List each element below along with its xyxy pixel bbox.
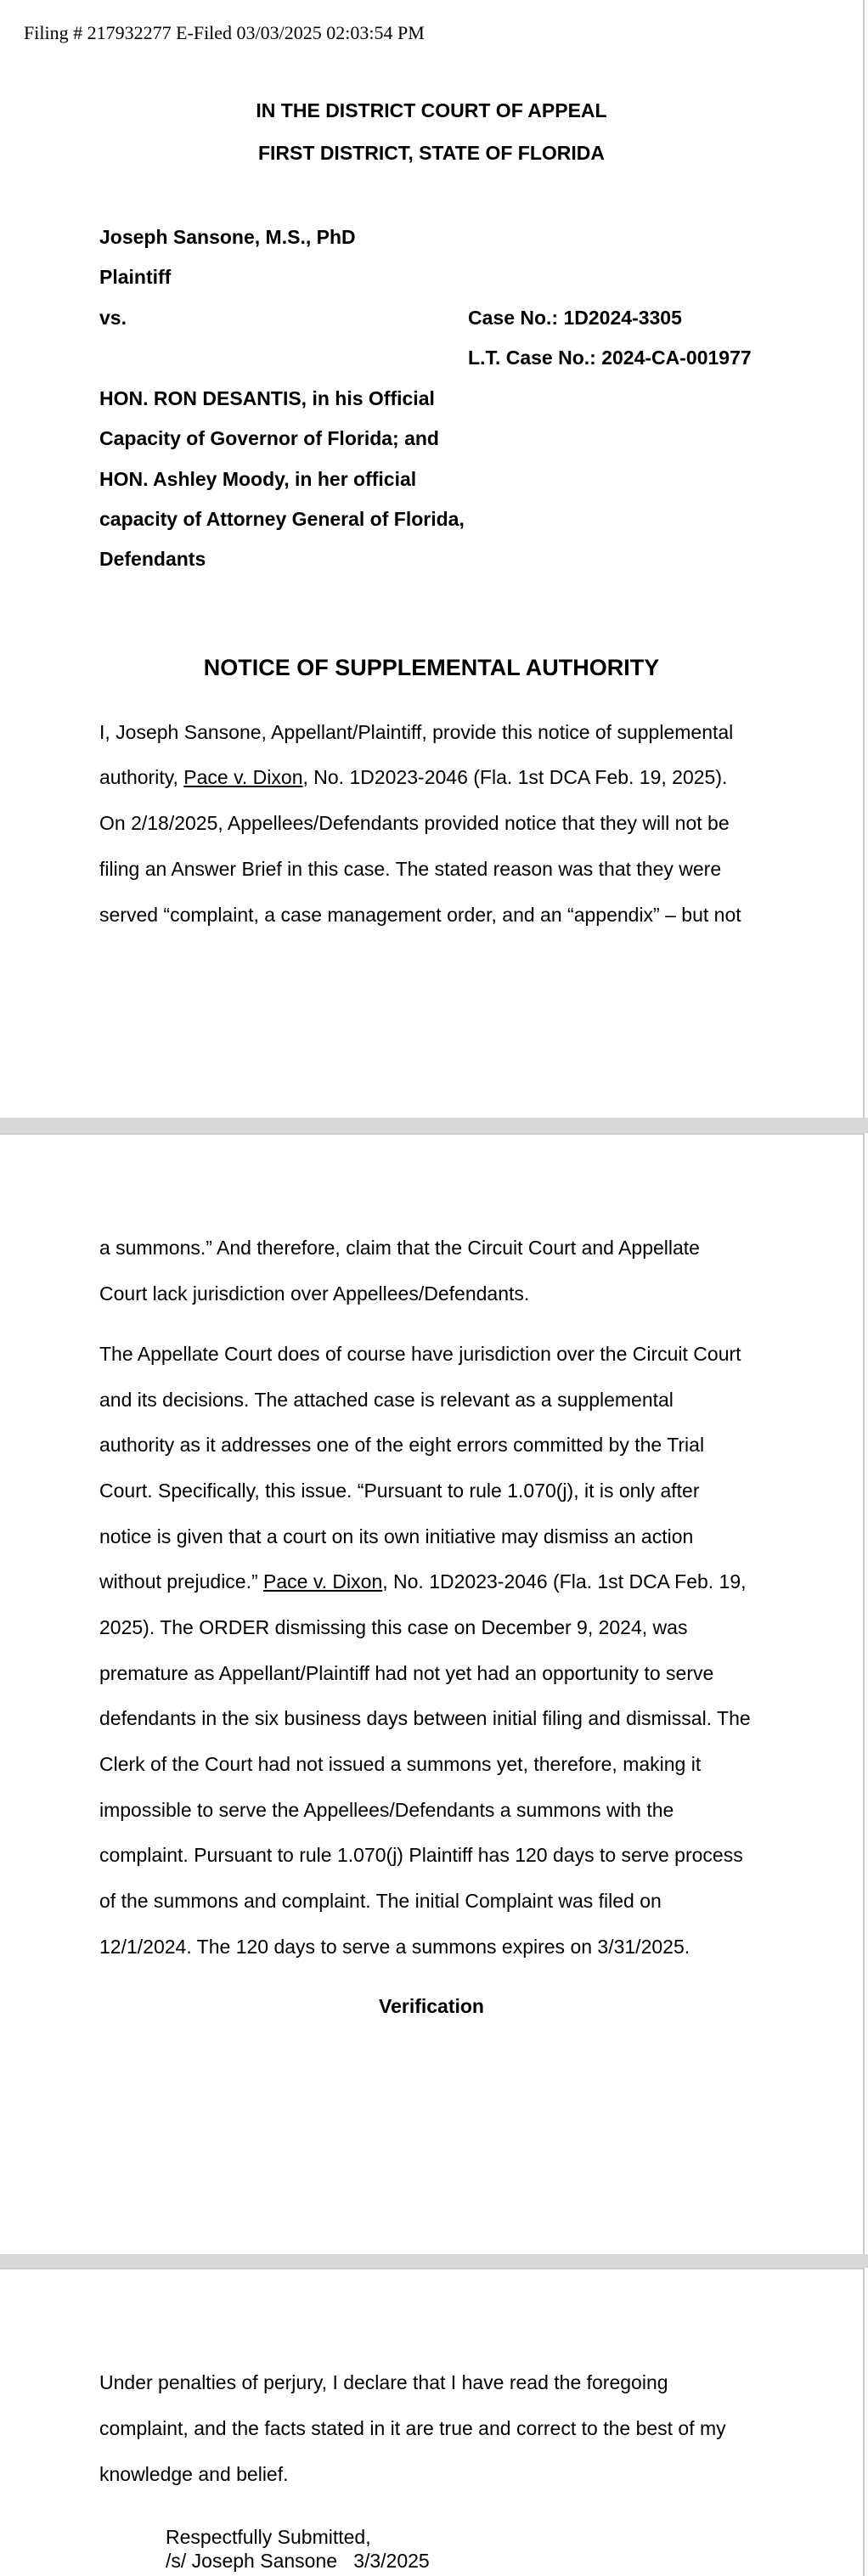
- defendants-role: Defendants: [99, 548, 206, 570]
- defendant-line-3: HON. Ashley Moody, in her official: [99, 468, 417, 490]
- court-name-line-1: IN THE DISTRICT COURT OF APPEAL: [256, 99, 607, 121]
- paragraph-2-line-13: of the summons and complaint. The initial Complaint was filed on: [99, 1890, 662, 1912]
- paragraph-1-line-3: On 2/18/2025, Appellees/Defendants provided notice that they will not be: [99, 812, 730, 834]
- case-citation: Pace v. Dixon: [183, 766, 303, 788]
- paragraph-1-line-5: served “complaint, a case management order, and an “appendix” – but not: [99, 904, 741, 926]
- paragraph-1-line-4: filing an Answer Brief in this case. The stated reason was that they were: [99, 858, 722, 880]
- paragraph-2-line-9: defendants in the six business days between initial filing and dismissal. The: [99, 1707, 751, 1729]
- paragraph-2-line-6: [99, 1570, 747, 1593]
- verification-line-1: Under penalties of perjury, I declare that I have read the foregoing: [99, 2371, 668, 2393]
- verification-line-3: knowledge and belief.: [99, 2463, 289, 2485]
- versus-label: vs.: [99, 307, 127, 329]
- paragraph-1-line-2: [99, 766, 727, 789]
- document-page-3: [0, 2268, 865, 2576]
- plaintiff-role: Plaintiff: [99, 266, 172, 288]
- case-citation: Pace v. Dixon: [263, 1570, 383, 1592]
- paragraph-2-line-5: notice is given that a court on its own initiative may dismiss an action: [99, 1525, 694, 1547]
- page-separator: [0, 2254, 868, 2268]
- court-name-line-2: FIRST DISTRICT, STATE OF FLORIDA: [257, 142, 605, 164]
- paragraph-2-line-7: 2025). The ORDER dismissing this case on December 9, 2024, was: [99, 1616, 688, 1638]
- paragraph-2-line-8: premature as Appellant/Plaintiff had not yet had an opportunity to serve: [99, 1662, 714, 1684]
- paragraph-2-line-12: complaint. Pursuant to rule 1.070(j) Plaintiff has 120 days to serve process: [99, 1844, 743, 1866]
- paragraph-1-line-1: I, Joseph Sansone, Appellant/Plaintiff, provide this notice of supplemental: [99, 721, 734, 743]
- text-segment: authority,: [99, 766, 184, 788]
- verification-line-2: complaint, and the facts stated in it are true and correct to the best of my: [99, 2417, 726, 2439]
- defendant-line-4: capacity of Attorney General of Florida,: [99, 508, 465, 530]
- paragraph-1-line-7: Court lack jurisdiction over Appellees/Defendants.: [99, 1282, 530, 1305]
- defendant-line-1: HON. RON DESANTIS, in his Official: [99, 387, 435, 409]
- verification-heading: Verification: [379, 1995, 484, 2017]
- signature-line: /s/ Joseph Sansone 3/3/2025: [166, 2550, 430, 2572]
- paragraph-2-line-4: Court. Specifically, this issue. “Pursuant to rule 1.070(j), it is only after: [99, 1480, 700, 1502]
- text-segment: without prejudice.”: [99, 1570, 264, 1592]
- paragraph-1-line-6: a summons.” And therefore, claim that the Circuit Court and Appellate: [99, 1237, 700, 1259]
- signature-closing: Respectfully Submitted,: [166, 2526, 371, 2548]
- paragraph-2-line-14: 12/1/2024. The 120 days to serve a summons expires on 3/31/2025.: [99, 1936, 690, 1958]
- document-page-1: [0, 0, 865, 1118]
- case-number: Case No.: 1D2024-3305: [468, 307, 682, 329]
- paragraph-2-line-3: authority as it addresses one of the eight errors committed by the Trial: [99, 1434, 705, 1456]
- defendant-line-2: Capacity of Governor of Florida; and: [99, 427, 439, 449]
- page-separator: [0, 1118, 868, 1133]
- text-segment: , No. 1D2023-2046 (Fla. 1st DCA Feb. 19, 2025).: [302, 766, 728, 788]
- efiling-stamp: Filing # 217932277 E-Filed 03/03/2025 02:03:54 PM: [24, 22, 425, 43]
- lower-tribunal-case-number: L.T. Case No.: 2024-CA-001977: [468, 347, 752, 369]
- paragraph-2-line-2: and its decisions. The attached case is relevant as a supplemental: [99, 1389, 674, 1411]
- paragraph-2-line-1: The Appellate Court does of course have jurisdiction over the Circuit Court: [99, 1343, 741, 1365]
- document-title: NOTICE OF SUPPLEMENTAL AUTHORITY: [203, 655, 660, 680]
- text-segment: , No. 1D2023-2046 (Fla. 1st DCA Feb. 19,: [382, 1570, 747, 1592]
- plaintiff-name: Joseph Sansone, M.S., PhD: [99, 226, 356, 248]
- paragraph-2-line-10: Clerk of the Court had not issued a summons yet, therefore, making it: [99, 1753, 702, 1775]
- document-page-2: [0, 1133, 865, 2256]
- paragraph-2-line-11: impossible to serve the Appellees/Defendants a summons with the: [99, 1799, 674, 1821]
